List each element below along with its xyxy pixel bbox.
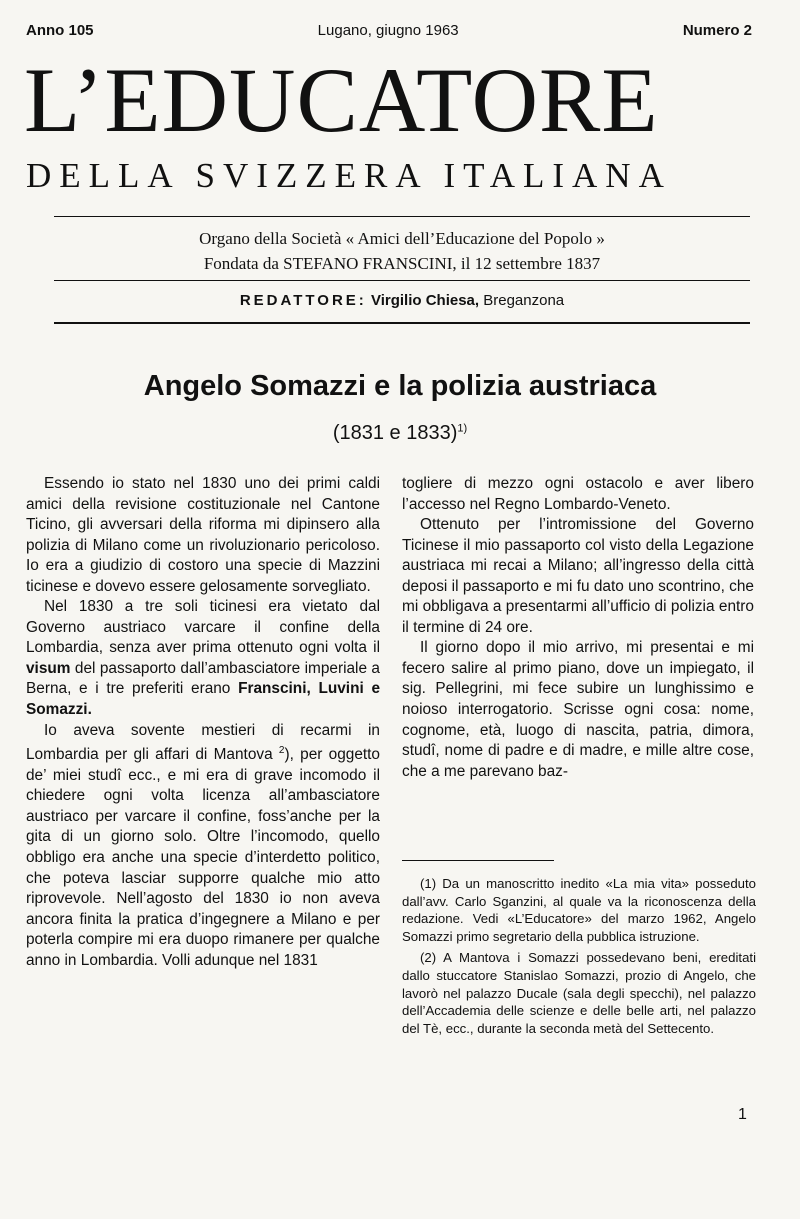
article-column-right [402, 474, 754, 782]
editor-place: Breganzona [479, 292, 565, 309]
footnote-ref: 1) [457, 422, 468, 435]
footnote-rule [402, 860, 554, 861]
masthead-subtitle: DELLA SVIZZERA ITALIANA [26, 156, 672, 195]
editor-label: REDATTORE: [239, 292, 367, 309]
organ-line-1: Organo della Società « Amici dell’Educazione del Popolo » [199, 229, 605, 248]
emphasis: Franscini, Luvini e Somazzi. [26, 680, 380, 719]
paragraph: Io aveva sovente mestieri di recarmi in Lombardia per gli affari di Mantova $^2$), per oggetto de’ miei studî ecc., e mi era di grave incomodo il chiedere ogni volta licenza all’ambasciatore austriaco per varcare il confine, foss’anche per la gita di un giorno solo. Oltre l’incomodo, quello obbligo era anche una specie d’interdetto politico, che poteva lasciar supporre qualche mio atto riprovevole. Nell’agosto del 1830 io non aveva ancora finita la pratica d’ingegnere a Milano e per poterla compire mi era duopo rimanere per qualche anno in Lombardia. Volli adunque nel 1831 [26, 721, 380, 969]
emphasis: visum [26, 659, 71, 677]
divider-rule [54, 280, 750, 281]
paragraph: Il giorno dopo il mio arrivo, mi presentai e mi fecero salire al primo piano, dove un impiegato, il sig. Pellegrini, mi fece subire un lunghissimo e noioso interrogatorio. Scrisse ogni cosa: nome, cognome, età, luogo di nascita, patria, dimora, studî, nome di padre e di madre, e mille altre cose, che a me parevano baz- [402, 639, 754, 780]
page-number: 1 [738, 1106, 747, 1123]
article-subtitle [0, 422, 800, 445]
article-years: (1831 e 1833) [332, 422, 458, 444]
article-title: Angelo Somazzi e la polizia austriaca [143, 370, 657, 402]
footnote-1: (1) Da un manoscritto inedito «La mia vita» posseduto dall’avv. Carlo Sganzini, al quale va la riconoscenza della redazione. Vedi «L’Educatore» del marzo 1962, Angelo Somazzi primo segretario della pubblica istruzione. [402, 876, 756, 944]
organ-statement [54, 226, 750, 276]
volume-label: Anno 105 [26, 22, 94, 39]
footnotes [402, 875, 756, 1041]
footnote-2: (2) A Mantova i Somazzi possedevano beni, ereditati dallo stuccatore Stanislao Somazzi, prozio di Angelo, che lavorò nel palazzo Ducale (sala degli specchi), nel palazzo dell’Accademia delle scienze e delle belle arti, nel palazzo del Tè, ecc., durante la seconda metà del Settecento. [402, 950, 756, 1036]
paragraph: Ottenuto per l’intromissione del Governo Ticinese il mio passaporto col visto della Legazione austriaca mi recai a Milano; all’ingresso della città deposi il passaporto e mi fu dato uno scontrino, che mi obbligava a presentarmi all’ufficio di polizia entro il termine di 24 ore. [402, 516, 754, 636]
editor-name: Virgilio Chiesa, [370, 292, 480, 309]
place-date: Lugano, giugno 1963 [317, 22, 459, 39]
masthead-title: L’EDUCATORE [24, 49, 659, 151]
editor-line [54, 292, 750, 309]
paragraph: Nel 1830 a tre soli ticinesi era vietato dal Governo austriaco varcare il confine della Lombardia, senza aver prima ottenuto ogni volta il visum del passaporto dall’ambasciatore imperiale a Berna, e i tre preferiti erano Franscini, Luvini e Somazzi. [26, 598, 380, 719]
organ-line-2: Fondata da STEFANO FRANSCINI, il 12 settembre 1837 [203, 254, 601, 273]
issue-number: Numero 2 [682, 22, 752, 39]
divider-rule [54, 216, 750, 217]
article-column-left [26, 474, 380, 971]
paragraph: togliere di mezzo ogni ostacolo e aver libero l’accesso nel Regno Lombardo-Veneto. [402, 475, 754, 513]
paragraph: Essendo io stato nel 1830 uno dei primi caldi amici della revisione costituzionale nel Cantone Ticino, gli avversari della riforma mi dipinsero alla polizia di Milano come un rivoluzionario pericoloso. Io era a giudizio di costoro una specie di Mazzini ticinese e dovevo essere gelosamente sorvegliato. [26, 475, 380, 595]
footnote-ref: 2 [278, 745, 285, 757]
divider-rule [54, 322, 750, 324]
issue-header [26, 22, 752, 39]
